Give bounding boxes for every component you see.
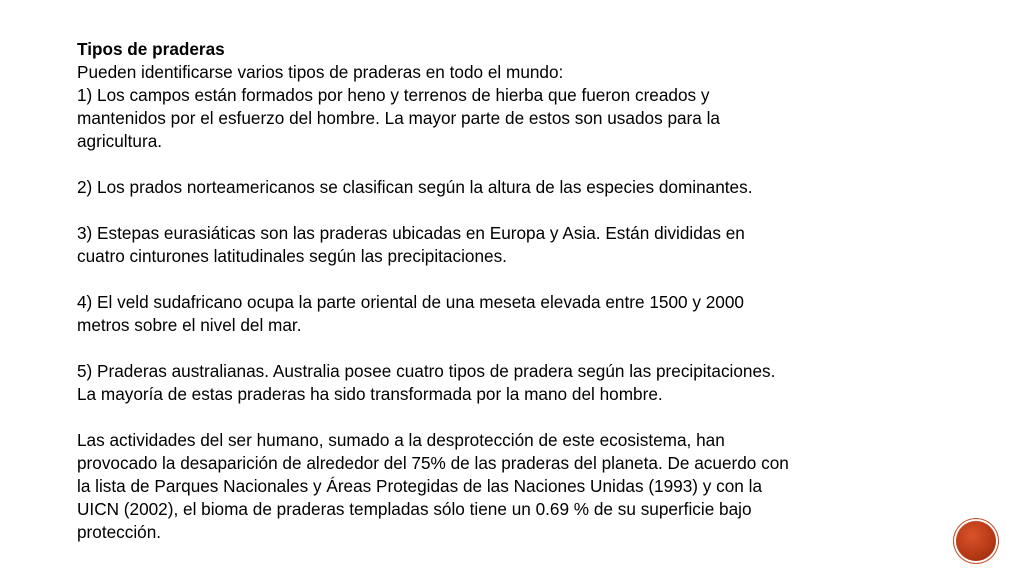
closing-line-3: la lista de Parques Nacionales y Áreas Protegidas de las Naciones Unidas (1993) y con la	[77, 476, 763, 496]
paragraph-gap	[77, 337, 897, 360]
paragraph-gap	[77, 153, 897, 176]
item-1-line-1: 1) Los campos están formados por heno y terrenos de hierba que fueron creados y	[77, 85, 710, 105]
item-4-line-1: 4) El veld sudafricano ocupa la parte oriental de una meseta elevada entre 1500 y 2000	[77, 292, 744, 312]
slide-body	[77, 38, 897, 544]
item-5-line-2: La mayoría de estas praderas ha sido transformada por la mano del hombre.	[77, 384, 663, 404]
paragraph-gap	[77, 268, 897, 291]
intro-text: Pueden identificarse varios tipos de praderas en todo el mundo:	[77, 62, 564, 82]
paragraph-gap	[77, 406, 897, 429]
slide-title: Tipos de praderas	[77, 39, 225, 59]
item-3-line-1: 3) Estepas eurasiáticas son las praderas ubicadas en Europa y Asia. Están divididas en	[77, 223, 745, 243]
slide-number-badge	[956, 521, 996, 561]
item-1-line-3: agricultura.	[77, 131, 163, 151]
closing-line-1: Las actividades del ser humano, sumado a la desprotección de este ecosistema, han	[77, 430, 725, 450]
closing-line-5: protección.	[77, 522, 162, 542]
item-2-line-1: 2) Los prados norteamericanos se clasifican según la altura de las especies dominantes.	[77, 177, 753, 197]
item-4-line-2: metros sobre el nivel del mar.	[77, 315, 302, 335]
closing-line-4: UICN (2002), el bioma de praderas templadas sólo tiene un 0.69 % de su superficie bajo	[77, 499, 752, 519]
closing-line-2: provocado la desaparición de alrededor del 75% de las praderas del planeta. De acuerdo con	[77, 453, 789, 473]
paragraph-gap	[77, 199, 897, 222]
item-5-line-1: 5) Praderas australianas. Australia posee cuatro tipos de pradera según las precipitaciones.	[77, 361, 776, 381]
item-1-line-2: mantenidos por el esfuerzo del hombre. La mayor parte de estos son usados para la	[77, 108, 720, 128]
item-3-line-2: cuatro cinturones latitudinales según las precipitaciones.	[77, 246, 507, 266]
